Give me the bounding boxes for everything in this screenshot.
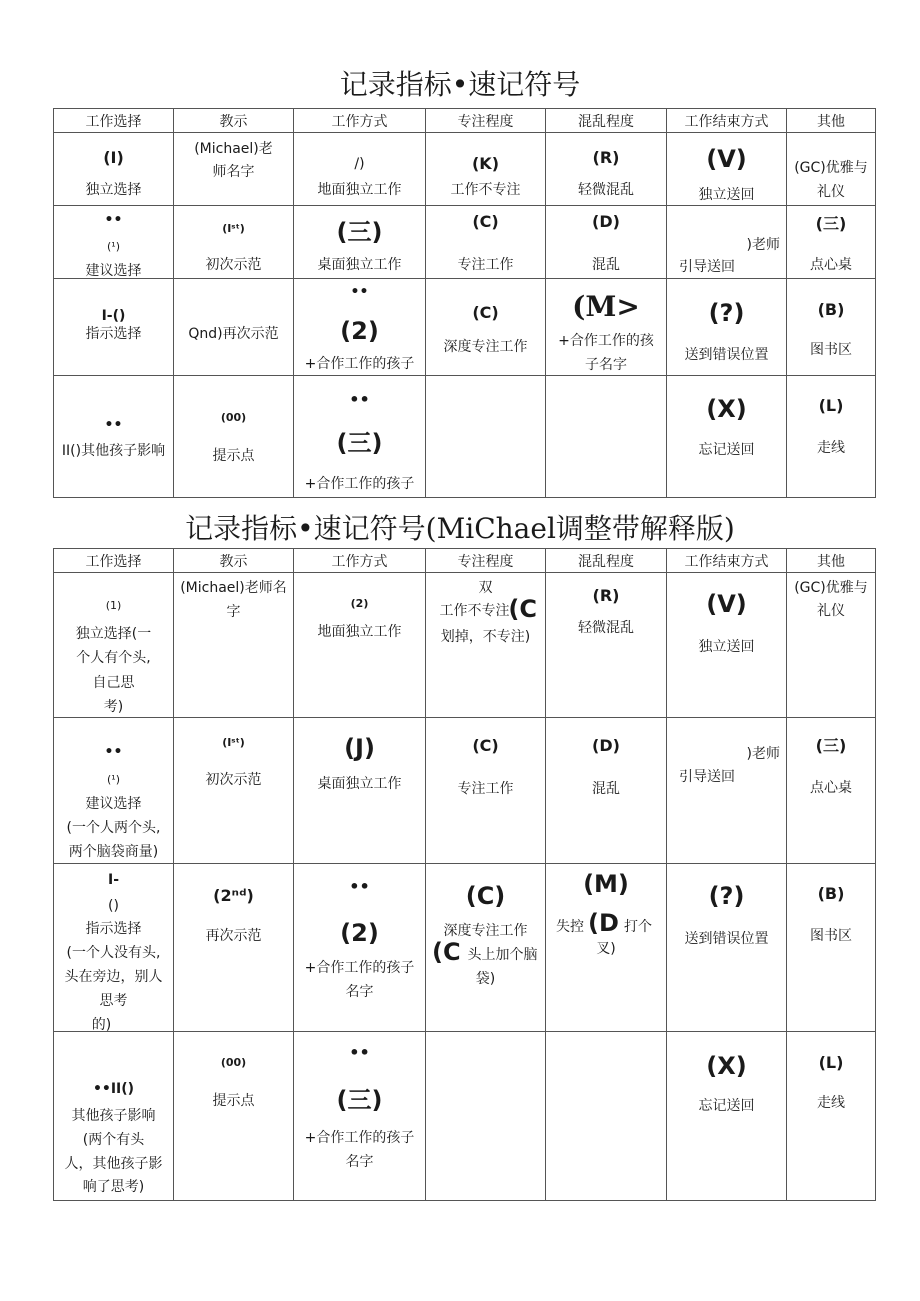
header-work-mode: 工作方式 — [294, 109, 426, 133]
table-cell — [54, 206, 174, 279]
table-cell — [294, 279, 426, 376]
header-work-choice: 工作选择 — [54, 549, 174, 573]
cell-text: 袋) — [475, 971, 496, 987]
table-cell — [667, 206, 787, 279]
cell-text: (一个人没有头, — [66, 945, 161, 961]
symbol: (C) — [465, 882, 506, 910]
cell-text: 响了思考) — [82, 1179, 145, 1195]
symbol: (M> — [572, 290, 640, 323]
symbol: •• — [104, 212, 123, 228]
table-cell — [54, 573, 174, 718]
cell-text: 走线 — [817, 1095, 845, 1111]
symbol: (?) — [708, 882, 745, 910]
cell-text: 初次示范 — [205, 257, 262, 273]
table-cell — [426, 573, 546, 718]
header-focus-level: 专注程度 — [426, 109, 546, 133]
cell-text: 子名字 — [585, 357, 627, 373]
cell-text: 轻微混乱 — [578, 620, 634, 636]
table-cell — [787, 206, 876, 279]
cell-text: 个人有个头, — [76, 650, 151, 666]
symbol: (00) — [220, 1056, 247, 1069]
table-cell — [426, 279, 546, 376]
table-row — [54, 206, 876, 279]
cell-text: 字 — [226, 604, 241, 620]
cell-text: 师名字 — [212, 164, 255, 180]
table-cell — [787, 864, 876, 1032]
cell-text: 忘记送回 — [698, 442, 755, 458]
cell-text: 名字 — [345, 984, 374, 1000]
cell-text: 深度专注工作 — [443, 339, 528, 355]
table-row — [54, 133, 876, 206]
table-row — [54, 376, 876, 498]
table-cell — [787, 573, 876, 718]
table-cell — [546, 376, 667, 498]
table-cell — [174, 573, 294, 718]
table-row — [54, 279, 876, 376]
symbol: (2) — [340, 919, 379, 947]
cell-text: 地面独立工作 — [317, 624, 402, 640]
symbol: (I) — [103, 148, 124, 167]
symbol: () — [108, 898, 119, 914]
cell-text: +合作工作的孩子 — [304, 476, 415, 492]
cell-text: (Michael)老师名 — [180, 580, 287, 596]
symbol: (1) — [105, 599, 122, 612]
symbol: (L) — [818, 1053, 844, 1072]
symbol: •• — [350, 284, 369, 300]
symbol: •• — [104, 417, 123, 433]
symbol: /) — [354, 156, 365, 172]
table-cell — [787, 718, 876, 864]
table-cell — [787, 376, 876, 498]
header-work-choice: 工作选择 — [54, 109, 174, 133]
cell-text: 工作不专注 — [439, 603, 510, 619]
table-cell — [294, 1032, 426, 1201]
header-work-end: 工作结束方式 — [667, 549, 787, 573]
table-row — [54, 1032, 876, 1201]
symbol: (D — [588, 909, 619, 937]
table-header-row — [54, 109, 876, 133]
cell-text: 思考 — [99, 993, 128, 1009]
symbol: (C) — [472, 303, 499, 322]
table-cell — [54, 279, 174, 376]
header-other: 其他 — [787, 109, 876, 133]
table-cell — [667, 376, 787, 498]
table-cell — [54, 1032, 174, 1201]
table-cell — [54, 864, 174, 1032]
header-teaching: 教示 — [174, 109, 294, 133]
header-chaos-level: 混乱程度 — [546, 109, 667, 133]
cell-text: 自己思 — [92, 675, 135, 691]
table-cell — [54, 718, 174, 864]
cell-text: +合作工作的孩子 — [304, 1130, 415, 1146]
symbol: (三) — [815, 736, 847, 755]
table-cell — [546, 718, 667, 864]
header-work-mode: 工作方式 — [294, 549, 426, 573]
table-cell — [787, 279, 876, 376]
cell-text: 地面独立工作 — [317, 182, 402, 198]
cell-text: 指示选择 — [85, 326, 142, 342]
symbol: (J) — [344, 734, 375, 762]
table-cell — [294, 133, 426, 206]
cell-text: 混乱 — [592, 781, 620, 797]
cell-text: +合作工作的孩子 — [304, 960, 415, 976]
cell-text: 独立选择(一 — [75, 626, 152, 642]
table-cell — [426, 376, 546, 498]
symbol: (三) — [815, 214, 847, 233]
table-cell — [174, 376, 294, 498]
symbol: (?) — [708, 299, 745, 327]
symbol: (C — [432, 938, 461, 966]
table-cell — [546, 279, 667, 376]
symbol: (K) — [471, 154, 500, 173]
cell-text: 考) — [103, 699, 124, 715]
table-cell — [426, 133, 546, 206]
table-cell — [174, 133, 294, 206]
cell-text: 桌面独立工作 — [317, 257, 402, 273]
table-cell — [426, 206, 546, 279]
symbol: (¹) — [107, 773, 120, 786]
symbol: (三) — [336, 1086, 383, 1114]
cell-text: 忘记送回 — [698, 1098, 755, 1114]
symbol: •• — [104, 744, 123, 760]
table-row — [54, 718, 876, 864]
table-cell — [787, 1032, 876, 1201]
symbol: I-() — [101, 308, 126, 324]
symbol: (V) — [706, 590, 747, 618]
table-row — [54, 864, 876, 1032]
shorthand-table — [53, 108, 876, 498]
header-chaos-level: 混乱程度 — [546, 549, 667, 573]
table-cell — [546, 864, 667, 1032]
cell-text: 工作不专注 — [450, 182, 521, 198]
symbol: (三) — [336, 429, 383, 457]
cell-text: 送到错误位置 — [684, 347, 769, 363]
symbol: •• — [349, 390, 370, 409]
table-cell — [174, 864, 294, 1032]
table-cell — [426, 718, 546, 864]
cell-text: 打个 — [624, 919, 652, 935]
cell-text: 专注工作 — [457, 257, 514, 273]
cell-text: 专注工作 — [457, 781, 514, 797]
cell-text: 引导送回 — [679, 769, 735, 785]
header-focus-level: 专注程度 — [426, 549, 546, 573]
table-cell — [667, 279, 787, 376]
symbol: (2) — [340, 317, 379, 345]
cell-text: 提示点 — [212, 448, 255, 464]
page-title: 记录指标•速记符号 — [339, 68, 581, 101]
cell-text: (一个人两个头, — [66, 820, 161, 836]
table-cell — [546, 1032, 667, 1201]
cell-text: (GC)优雅与 — [794, 160, 868, 176]
symbol: (B) — [817, 300, 845, 319]
cell-text: 送到错误位置 — [684, 931, 769, 947]
symbol: (C) — [472, 212, 499, 231]
header-work-end: 工作结束方式 — [667, 109, 787, 133]
cell-text: (GC)优雅与 — [794, 580, 868, 596]
symbol: (B) — [817, 884, 845, 903]
table-cell — [174, 206, 294, 279]
symbol: •• — [349, 1043, 370, 1062]
cell-text: 头在旁边，别人 — [64, 969, 163, 985]
table-cell — [174, 718, 294, 864]
cell-text: 其他孩子影响 — [71, 1108, 156, 1124]
table-header-row — [54, 549, 876, 573]
cell-text: 点心桌 — [810, 780, 852, 796]
table-cell — [787, 133, 876, 206]
symbol: •• — [349, 877, 370, 896]
table-cell — [174, 1032, 294, 1201]
header-teaching: 教示 — [174, 549, 294, 573]
cell-text: 独立送回 — [698, 639, 755, 655]
cell-text: 名字 — [345, 1154, 374, 1170]
cell-text: 轻微混乱 — [578, 182, 634, 198]
cell-text: 提示点 — [212, 1093, 255, 1109]
cell-text: 点心桌 — [810, 257, 852, 273]
symbol: (V) — [706, 145, 747, 173]
cell-text: 头上加个脑 — [467, 947, 538, 963]
table-cell — [174, 279, 294, 376]
symbol: (R) — [592, 148, 620, 167]
cell-text: 建议选择 — [85, 263, 142, 279]
table-cell — [54, 133, 174, 206]
cell-text: 的) — [91, 1017, 112, 1033]
symbol: (¹) — [107, 240, 120, 253]
table-cell — [54, 376, 174, 498]
cell-text: 两个脑袋商量) — [68, 844, 159, 860]
symbol: (C) — [472, 736, 499, 755]
symbol: (M) — [583, 870, 629, 898]
table-cell — [294, 376, 426, 498]
symbol: (00) — [220, 411, 247, 424]
cell-text: 人，其他孩子影 — [64, 1156, 163, 1172]
cell-text: )老师 — [746, 237, 780, 253]
table-cell — [294, 573, 426, 718]
cell-text: )老师 — [746, 746, 780, 762]
table-cell — [667, 718, 787, 864]
cell-text: 桌面独立工作 — [317, 776, 402, 792]
symbol: (三) — [336, 218, 383, 246]
shorthand-table-annotated — [53, 548, 876, 1201]
cell-text: 叉) — [596, 941, 616, 957]
cell-text: (两个有头 — [82, 1132, 145, 1148]
cell-text: 再次示范 — [205, 928, 262, 944]
cell-text: 建议选择 — [85, 796, 142, 812]
symbol: ••II() — [92, 1081, 135, 1097]
cell-text: 图书区 — [810, 928, 852, 944]
cell-text: 深度专注工作 — [443, 923, 528, 939]
symbol: (C — [508, 595, 537, 623]
table-cell — [426, 864, 546, 1032]
cell-text: Qnd)再次示范 — [188, 326, 279, 342]
symbol: (R) — [592, 586, 620, 605]
table-cell — [667, 133, 787, 206]
table-cell — [667, 1032, 787, 1201]
cell-text: 走线 — [817, 440, 845, 456]
cell-text: 独立选择 — [85, 182, 142, 198]
symbol: (2ⁿᵈ) — [213, 886, 254, 905]
cell-text: 礼仪 — [817, 184, 845, 200]
cell-text: +合作工作的孩子 — [304, 356, 415, 372]
cell-text: (Michael)老 — [194, 141, 273, 157]
cell-text: 失控 — [556, 919, 584, 935]
table-cell — [294, 864, 426, 1032]
table-cell — [294, 206, 426, 279]
page-subtitle: 记录指标•速记符号(MiChael调整带解释版) — [185, 512, 735, 545]
cell-text: 划掉，不专注) — [440, 629, 531, 645]
table-cell — [294, 718, 426, 864]
symbol: (Iˢᵗ) — [222, 736, 245, 749]
table-cell — [546, 206, 667, 279]
table-cell — [667, 573, 787, 718]
symbol: (D) — [592, 736, 620, 755]
cell-text: +合作工作的孩 — [558, 333, 654, 349]
table-cell — [426, 1032, 546, 1201]
symbol: (2) — [350, 597, 369, 610]
cell-text: 礼仪 — [817, 603, 845, 619]
header-other: 其他 — [787, 549, 876, 573]
symbol: (L) — [818, 396, 844, 415]
symbol: I- — [107, 872, 120, 888]
cell-text: 图书区 — [810, 342, 852, 358]
cell-text: 引导送回 — [679, 259, 735, 275]
cell-text: 指示选择 — [85, 921, 142, 937]
table-cell — [546, 133, 667, 206]
cell-text: 初次示范 — [205, 772, 262, 788]
symbol: (X) — [706, 1052, 747, 1080]
cell-text: 混乱 — [592, 257, 620, 273]
symbol: (D) — [592, 212, 620, 231]
symbol: (X) — [706, 395, 747, 423]
cell-text: II()其他孩子影响 — [61, 443, 166, 459]
cell-text: 独立送回 — [698, 187, 755, 203]
table-cell — [546, 573, 667, 718]
table-row — [54, 573, 876, 718]
table-cell — [667, 864, 787, 1032]
cell-text: 双 — [478, 580, 493, 596]
symbol: (Iˢᵗ) — [222, 222, 245, 235]
